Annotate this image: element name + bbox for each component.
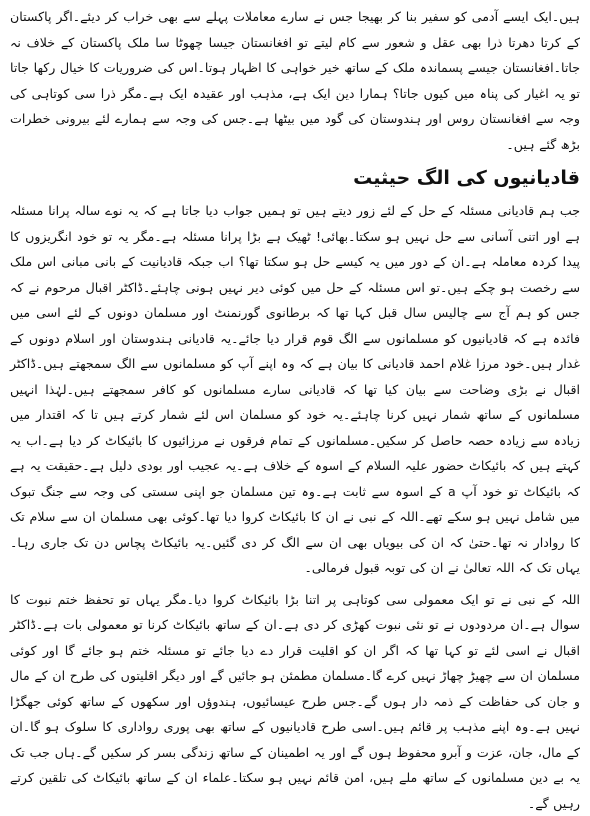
section-heading: قادیانیوں کی الگ حیثیت [10,165,580,191]
article-page [10,4,580,796]
paragraph-qadiani-issue: جب ہم قادیانی مسئلہ کے حل کے لئے زور دیتے ہیں تو ہمیں جواب دیا جاتا ہے کہ یہ نوے سالہ پرانا مسئلہ ہے اور اتنی آسانی سے حل نہیں ہو سکتا۔بھائی! ٹھیک ہے بڑا پرانا مسئلہ ہے۔مگر یہ تو خود انگریزوں کا پیدا کردہ معاملہ ہے۔ان کے دور میں یہ کیسے حل ہو سکتا تھا؟ اب جبکہ قادیانیت کے بانی مبانی اس ملک سے رخصت ہو چکے ہیں۔تو اس مسئلہ کے حل میں کوئی دیر نہیں ہونی چاہئے۔ڈاکٹر اقبال مرحوم نے کہ جس کو ہم آج سے چالیس سال قبل کہا تھا کہ برطانوی گورنمنٹ اور مسلمان دونوں کے لئے اسی میں فائدہ ہے کہ قادیانیوں کو مسلمانوں سے الگ قوم قرار دیا جائے۔یہ قادیانی ہندوستان اور اسلام دونوں کے غدار ہیں۔خود مرزا غلام احمد قادیانی کا بیان ہے کہ وہ اپنے آپ کو مسلمانوں سے الگ سمجھتے ہیں۔ڈاکٹر اقبال نے بڑی وضاحت سے بیان کیا تھا کہ قادیانی سارے مسلمانوں کو کافر سمجھتے ہیں۔لہٰذا انہیں مسلمانوں کے ساتھ شمار نہیں کرنا چاہئے۔یہ خود کو مسلمان اس لئے شمار کرتے ہیں تا کہ اقتدار میں زیادہ سے زیادہ حصہ حاصل کر سکیں۔مسلمانوں کے تمام فرقوں نے مرزائیوں کا بائیکاٹ کر دیا ہے۔اب یہ کہتے ہیں کہ بائیکاٹ حضور علیہ السلام کے اسوہ کے خلاف ہے۔یہ عجیب اور بودی دلیل ہے۔حقیقت یہ ہے کہ بائیکاٹ تو خود آپ a کے اسوہ سے ثابت ہے۔وہ تین مسلمان جو اپنی سستی کی وجہ سے جنگ تبوک میں شامل نہیں ہو سکے تھے۔اللہ کے نبی نے ان کا بائیکاٹ کروا دیا تھا۔کوئی بھی مسلمان ان سے سلام تک کا روادار نہ تھا۔حتیٰ کہ ان کی بیویاں بھی ان سے الگ کر دی گئیں۔یہ بائیکاٹ پچاس دن تک جاری رہا۔یہاں تک کہ اللہ تعالیٰ نے ان کی توبہ قبول فرمالی۔ [10,198,580,581]
paragraph-boycott: اللہ کے نبی نے تو ایک معمولی سی کوتاہی پر اتنا بڑا بائیکاٹ کروا دیا۔مگر یہاں تو تحفظ ختم نبوت کا سوال ہے۔ان مردودوں نے تو نئی نبوت کھڑی کر دی ہے۔ان کے ساتھ بائیکاٹ کرنا تو معمولی بات ہے۔ڈاکٹر اقبال نے اسی لئے تو کہا تھا کہ اگر ان کو اقلیت قرار دے دیا جائے تو مسئلہ ختم ہو جائے گا اور کوئی مسلمان ان سے چھیڑ چھاڑ نہیں کرے گا۔مسلمان مطمئن ہو جائیں گے اور دیگر اقلیتوں کی طرح ان کے مال و جان کی حفاظت کے ذمہ دار ہوں گے۔جس طرح عیسائیوں، ہندوؤں اور سکھوں کے ساتھ کوئی جھگڑا نہیں ہے۔وہ اپنے مذہب پر قائم ہیں۔اسی طرح قادیانیوں کے ساتھ بھی پوری رواداری کا سلوک ہو گا۔ان کے مال، جان، عزت و آبرو محفوظ ہوں گے اور یہ اطمینان کے ساتھ زندگی بسر کر سکیں گے۔ہاں جب تک یہ بے دین مسلمانوں کے ساتھ ملے ہیں، امن قائم نہیں ہو سکتا۔علماء ان کے ساتھ بائیکاٹ کی تلقین کرتے رہیں گے۔ [10,587,580,816]
paragraph-afghanistan: ہیں۔ایک ایسے آدمی کو سفیر بنا کر بھیجا جس نے سارے معاملات پہلے سے بھی خراب کر دیئے۔اگر پاکستان کے کرتا دھرتا ذرا بھی عقل و شعور سے کام لیتے تو افغانستان جیسا چھوٹا سا ملک پاکستان کے خلاف نہ جاتا۔افغانستان جیسے پسماندہ ملک کے ساتھ خیر خواہی کا اظہار ہوتا۔اس کی ضروریات کا خیال رکھا جاتا تو یہ اغیار کی پناہ میں کیوں جاتا؟ ہمارا دین ایک ہے، مذہب اور عقیدہ ایک ہے۔مگر ذرا سی کوتاہی کی وجہ سے افغانستان روس اور ہندوستان کی گود میں بیٹھا ہے۔جس کی وجہ سے ہمارے لئے بیرونی خطرات بڑھ گئے ہیں۔ [10,4,580,157]
